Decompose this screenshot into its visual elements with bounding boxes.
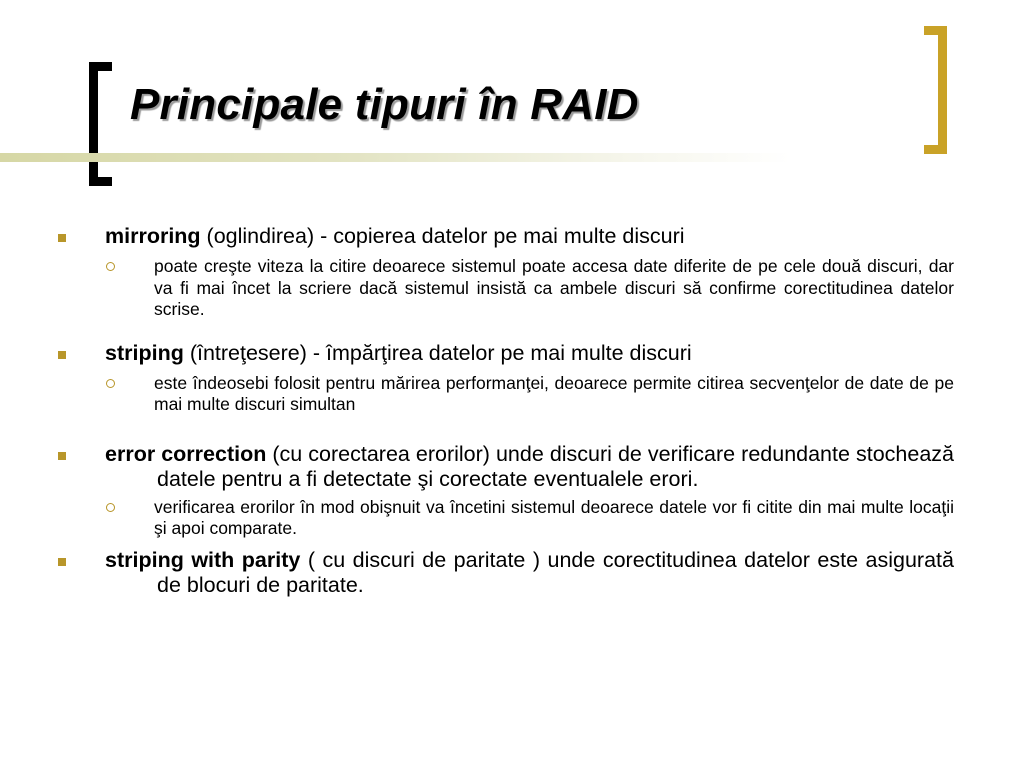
bullet-list xyxy=(58,224,954,598)
left-bracket-top xyxy=(89,62,112,71)
slide-title: Principale tipuri în RAID xyxy=(130,80,639,129)
bullet-item-error-correction xyxy=(58,442,954,492)
sub-bullet-text: verificarea erorilor în mod obişnuit va încetini sistemul deoarece datele vor fi citite din mai multe locaţii şi apoi comparate. xyxy=(154,496,954,538)
left-bracket-decoration xyxy=(89,62,112,186)
right-bracket-bottom xyxy=(924,145,947,154)
bullet-term: striping with parity xyxy=(105,547,301,572)
circle-bullet-icon xyxy=(106,379,115,388)
square-bullet-icon xyxy=(58,558,66,566)
bullet-term: mirroring xyxy=(105,224,201,248)
sub-bullet-text: poate creşte viteza la citire deoarece sistemul poate accesa date diferite de pe cele două discuri, dar va fi mai încet la scriere dacă sistemul insistă ca ambele discuri să confirme corectitudinea datelor scrise. xyxy=(154,256,954,319)
bullet-term: striping xyxy=(105,340,184,365)
bullet-term: error correction xyxy=(105,441,267,466)
bullet-item-striping-with-parity xyxy=(58,548,954,598)
bullet-item-striping xyxy=(58,341,954,366)
square-bullet-icon xyxy=(58,351,66,359)
right-bracket-vertical xyxy=(938,26,947,154)
circle-bullet-icon xyxy=(106,503,115,512)
bullet-description: (cu corectarea erorilor) unde discuri de verificare redundante stochează datele pentru a fi detectate şi corectate eventualele erori. xyxy=(157,441,954,491)
bullet-description: (întreţesere) - împărţirea datelor pe mai multe discuri xyxy=(183,340,692,365)
sub-bullet-item xyxy=(58,497,954,540)
title-underline-rule xyxy=(0,153,790,162)
bullet-description: ( cu discuri de paritate ) unde corectitudinea datelor este asigurată de blocuri de paritate. xyxy=(157,547,954,597)
right-bracket-decoration xyxy=(924,26,947,154)
square-bullet-icon xyxy=(58,234,66,242)
bullet-item-mirroring xyxy=(58,224,954,249)
square-bullet-icon xyxy=(58,452,66,460)
left-bracket-bottom xyxy=(89,177,112,186)
bullet-description: (oglindirea) - copierea datelor pe mai multe discuri xyxy=(200,224,685,248)
sub-bullet-text: este îndeosebi folosit pentru mărirea performanţei, deoarece permite citirea secvenţelor de date de pe mai multe discuri simultan xyxy=(154,372,954,414)
left-bracket-vertical xyxy=(89,62,98,186)
circle-bullet-icon xyxy=(106,262,115,271)
sub-bullet-item xyxy=(58,373,954,416)
sub-bullet-item xyxy=(58,256,954,321)
right-bracket-top xyxy=(924,26,947,35)
